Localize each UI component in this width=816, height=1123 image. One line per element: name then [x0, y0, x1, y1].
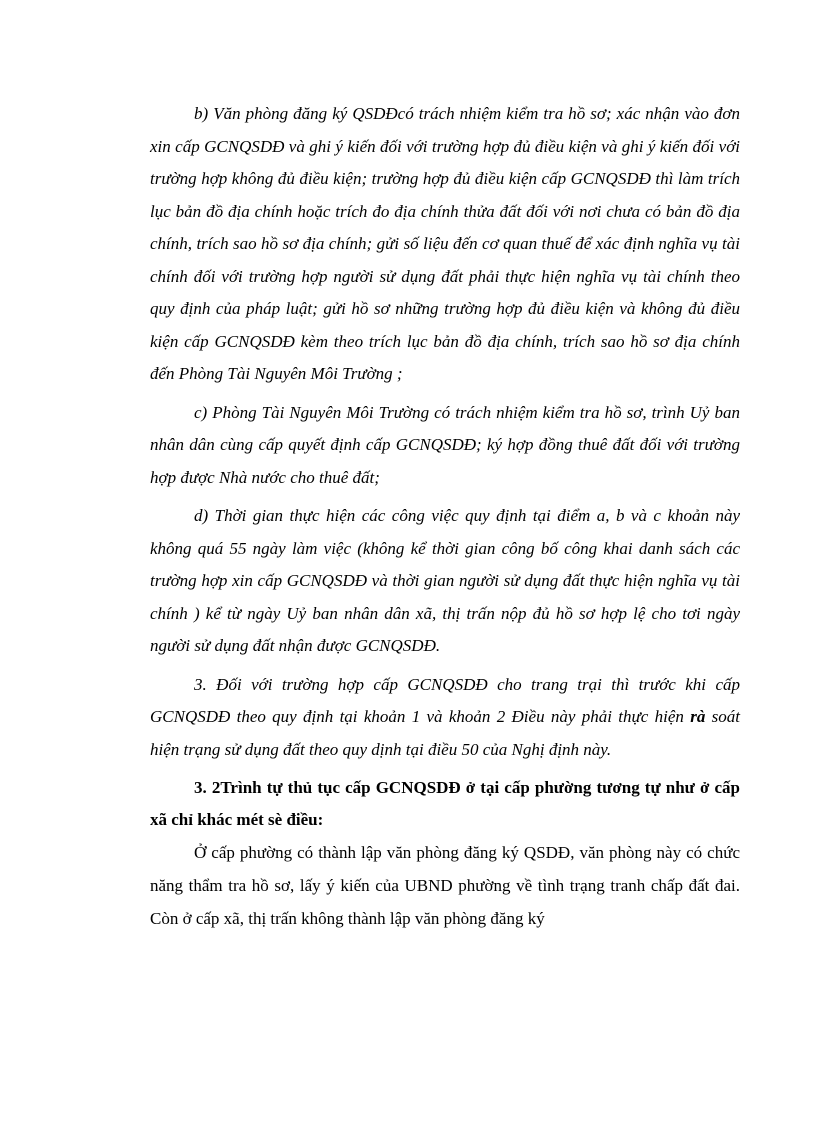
paragraph-c: c) Phòng Tài Nguyên Môi Trường có trách nhiệm kiểm tra hồ sơ, trình Uỷ ban nhân dân cùng cấp quyết định cấp GCNQSDĐ; ký hợp đồng thuê đất đối với trường hợp được Nhà nước cho thuê đất; — [150, 402, 740, 487]
paragraph-final: Ở cấp phường có thành lập văn phòng đăng ký QSDĐ, văn phòng này có chức năng thẩm tra hồ sơ, lấy ý kiến của UBND phường về tình trạng tranh chấp đất đai. Còn ở cấp xã, thị trấn không thành lập văn phòng đăng ký — [150, 843, 740, 928]
paragraph-3-start: 3. Đối với trường hợp cấp GCNQSDĐ cho trang trại thì trước khi cấp GCNQSDĐ theo quy định tại khoản 1 và khoản 2 Điều này phải thực hiện — [150, 674, 740, 726]
paragraph-3-bold: rà — [690, 707, 706, 726]
paragraph-3 — [150, 669, 740, 767]
document-page — [150, 98, 740, 935]
paragraph-d: d) Thời gian thực hiện các công việc quy định tại điểm a, b và c khoản này không quá 55 ngày làm việc (không kể thời gian công bố công khai danh sách các trường hợp xin cấp GCNQSDĐ và thời gian người sử dụng đất thực hiện nghĩa vụ tài chính ) kể từ ngày Uỷ ban nhân dân xã, thị trấn nộp đủ hồ sơ hợp lệ cho tơi ngày người sử dụng đất nhận được GCNQSDĐ. — [150, 506, 740, 655]
section-heading-3-2: 3. 2Trình tự thủ tục cấp GCNQSDĐ ở tại cấp phường tương tự như ở cấp xã chỉ khác mét sè điều: — [150, 778, 740, 829]
paragraph-3-end: soát hiện trạng sử dụng đất theo quy dịnh tại điều 50 của Nghị định này. — [150, 707, 740, 759]
paragraph-b: b) Văn phòng đăng ký QSDĐcó trách nhiệm kiểm tra hồ sơ; xác nhận vào đơn xin cấp GCNQSDĐ và ghi ý kiến đối với trường hợp đủ điều kiện và ghi ý kiến đối với trường hợp không đủ điều kiện; trường hợp đủ điều kiện cấp GCNQSDĐ thì làm trích lục bản đồ địa chính hoặc trích đo địa chính thửa đất đối với nơi chưa có bản đồ địa chính, trích sao hồ sơ địa chính; gửi số liệu đến cơ quan thuế để xác định nghĩa vụ tài chính đối với trường hợp người sử dụng đất phải thực hiện nghĩa vụ tài chính theo quy định của pháp luật; gửi hồ sơ những trường hợp đủ điều kiện và không đủ điều kiện cấp GCNQSDĐ kèm theo trích lục bản đồ địa chính, trích sao hồ sơ địa chính đến Phòng Tài Nguyên Môi Trường ; — [150, 104, 740, 383]
